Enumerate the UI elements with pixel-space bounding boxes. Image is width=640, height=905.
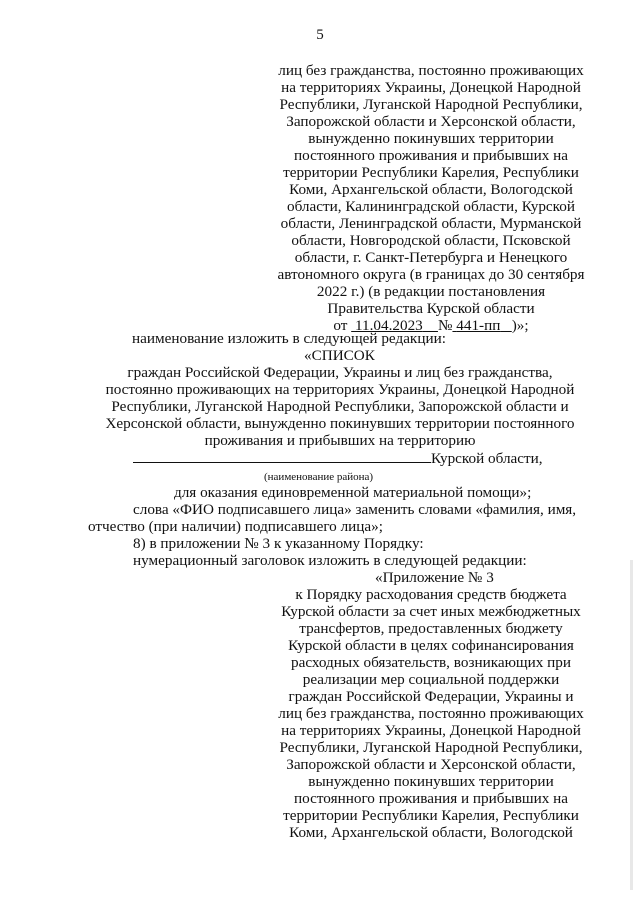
- text-line: лиц без гражданства, постоянно проживающих: [278, 62, 584, 79]
- text-line: 2022 г.) (в редакции постановления: [316, 283, 546, 300]
- text-line: территории Республики Карелия, Республики: [283, 164, 579, 181]
- text-line: на территориях Украины, Донецкой Народной: [281, 722, 581, 739]
- text-line: Республики, Луганской Народной Республики,: [279, 739, 583, 756]
- text-line: лиц без гражданства, постоянно проживающих: [278, 705, 584, 722]
- text-line: постоянного проживания и прибывших на: [294, 147, 568, 164]
- text-line: автономного округа (в границах до 30 сентября: [277, 266, 585, 283]
- edition-number: [452, 317, 511, 334]
- text-line: проживания и прибывших на территорию: [204, 432, 476, 449]
- text-line: Правительства Курской области: [327, 300, 535, 317]
- text-line: Курской области за счет иных межбюджетных: [281, 603, 581, 620]
- text-line: расходных обязательств, возникающих при: [290, 654, 571, 671]
- text-line: области, Калининградской области, Курской: [286, 198, 576, 215]
- text-line: Коми, Архангельской области, Вологодской: [289, 824, 573, 841]
- region-blank: [133, 449, 431, 463]
- region-caption: (наименование района): [264, 471, 374, 483]
- name-change-line: наименование изложить в следующей редакции:: [132, 330, 446, 347]
- text-line: Республики, Луганской Народной Республики,: [279, 96, 583, 113]
- list-description: [70, 364, 610, 449]
- text-line: Херсонской области, вынужденно покинувших территории постоянного: [105, 415, 575, 432]
- edition-number-value: 441-пп: [456, 317, 501, 334]
- text-line: на территориях Украины, Донецкой Народной: [281, 79, 581, 96]
- edition-from: от: [333, 317, 348, 334]
- words-line-2: отчество (при наличии) подписавшего лица»;: [88, 518, 383, 535]
- text-line: граждан Российской Федерации, Украины и лиц без гражданства,: [127, 364, 553, 381]
- edition-end: )»;: [511, 317, 529, 334]
- list-title: «СПИСОК: [304, 347, 375, 364]
- text-line: области, г. Санкт-Петербурга и Ненецкого: [294, 249, 568, 266]
- item-8: 8) в приложении № 3 к указанному Порядку:: [133, 535, 424, 552]
- purpose-line: для оказания единовременной материальной помощи»;: [174, 484, 532, 501]
- appendix-reference-block-1: [276, 62, 586, 334]
- text-line: области, Ленинградской области, Мурманской: [280, 215, 582, 232]
- text-line: трансфертов, предоставленных бюджету: [299, 620, 563, 637]
- text-line: вынужденно покинувших территории: [308, 773, 554, 790]
- edition-no-label: №: [437, 317, 453, 334]
- text-line: Курской области в целях софинансирования: [288, 637, 574, 654]
- text-line: Республики, Луганской Народной Республики, Запорожской области и: [111, 398, 569, 415]
- region-line: [133, 449, 543, 467]
- text-line: области, Новгородской области, Псковской: [291, 232, 571, 249]
- words-line-1: слова «ФИО подписавшего лица» заменить словами «фамилия, имя,: [133, 501, 577, 518]
- appendix-title: «Приложение № 3: [375, 569, 494, 586]
- text-line: реализации мер социальной поддержки: [302, 671, 560, 688]
- edition-date-value: 11.04.2023: [354, 317, 423, 334]
- text-line: постоянного проживания и прибывших на: [294, 790, 568, 807]
- text-line: территории Республики Карелия, Республики: [283, 807, 579, 824]
- appendix-reference-block-2: [276, 586, 586, 841]
- page-number: 5: [316, 27, 324, 43]
- text-line: граждан Российской Федерации, Украины и: [288, 688, 574, 705]
- text-line: Коми, Архангельской области, Вологодской: [289, 181, 573, 198]
- numbering-line: нумерационный заголовок изложить в следующей редакции:: [133, 552, 527, 569]
- scan-edge-shadow: [630, 560, 633, 890]
- text-line: к Порядку расходования средств бюджета: [295, 586, 567, 603]
- region-suffix: Курской области,: [431, 450, 543, 467]
- text-line: Запорожской области и Херсонской области,: [286, 113, 576, 130]
- text-line: постоянно проживающих на территориях Украины, Донецкой Народной: [105, 381, 575, 398]
- text-line: вынужденно покинувших территории: [308, 130, 554, 147]
- text-line: Запорожской области и Херсонской области,: [286, 756, 576, 773]
